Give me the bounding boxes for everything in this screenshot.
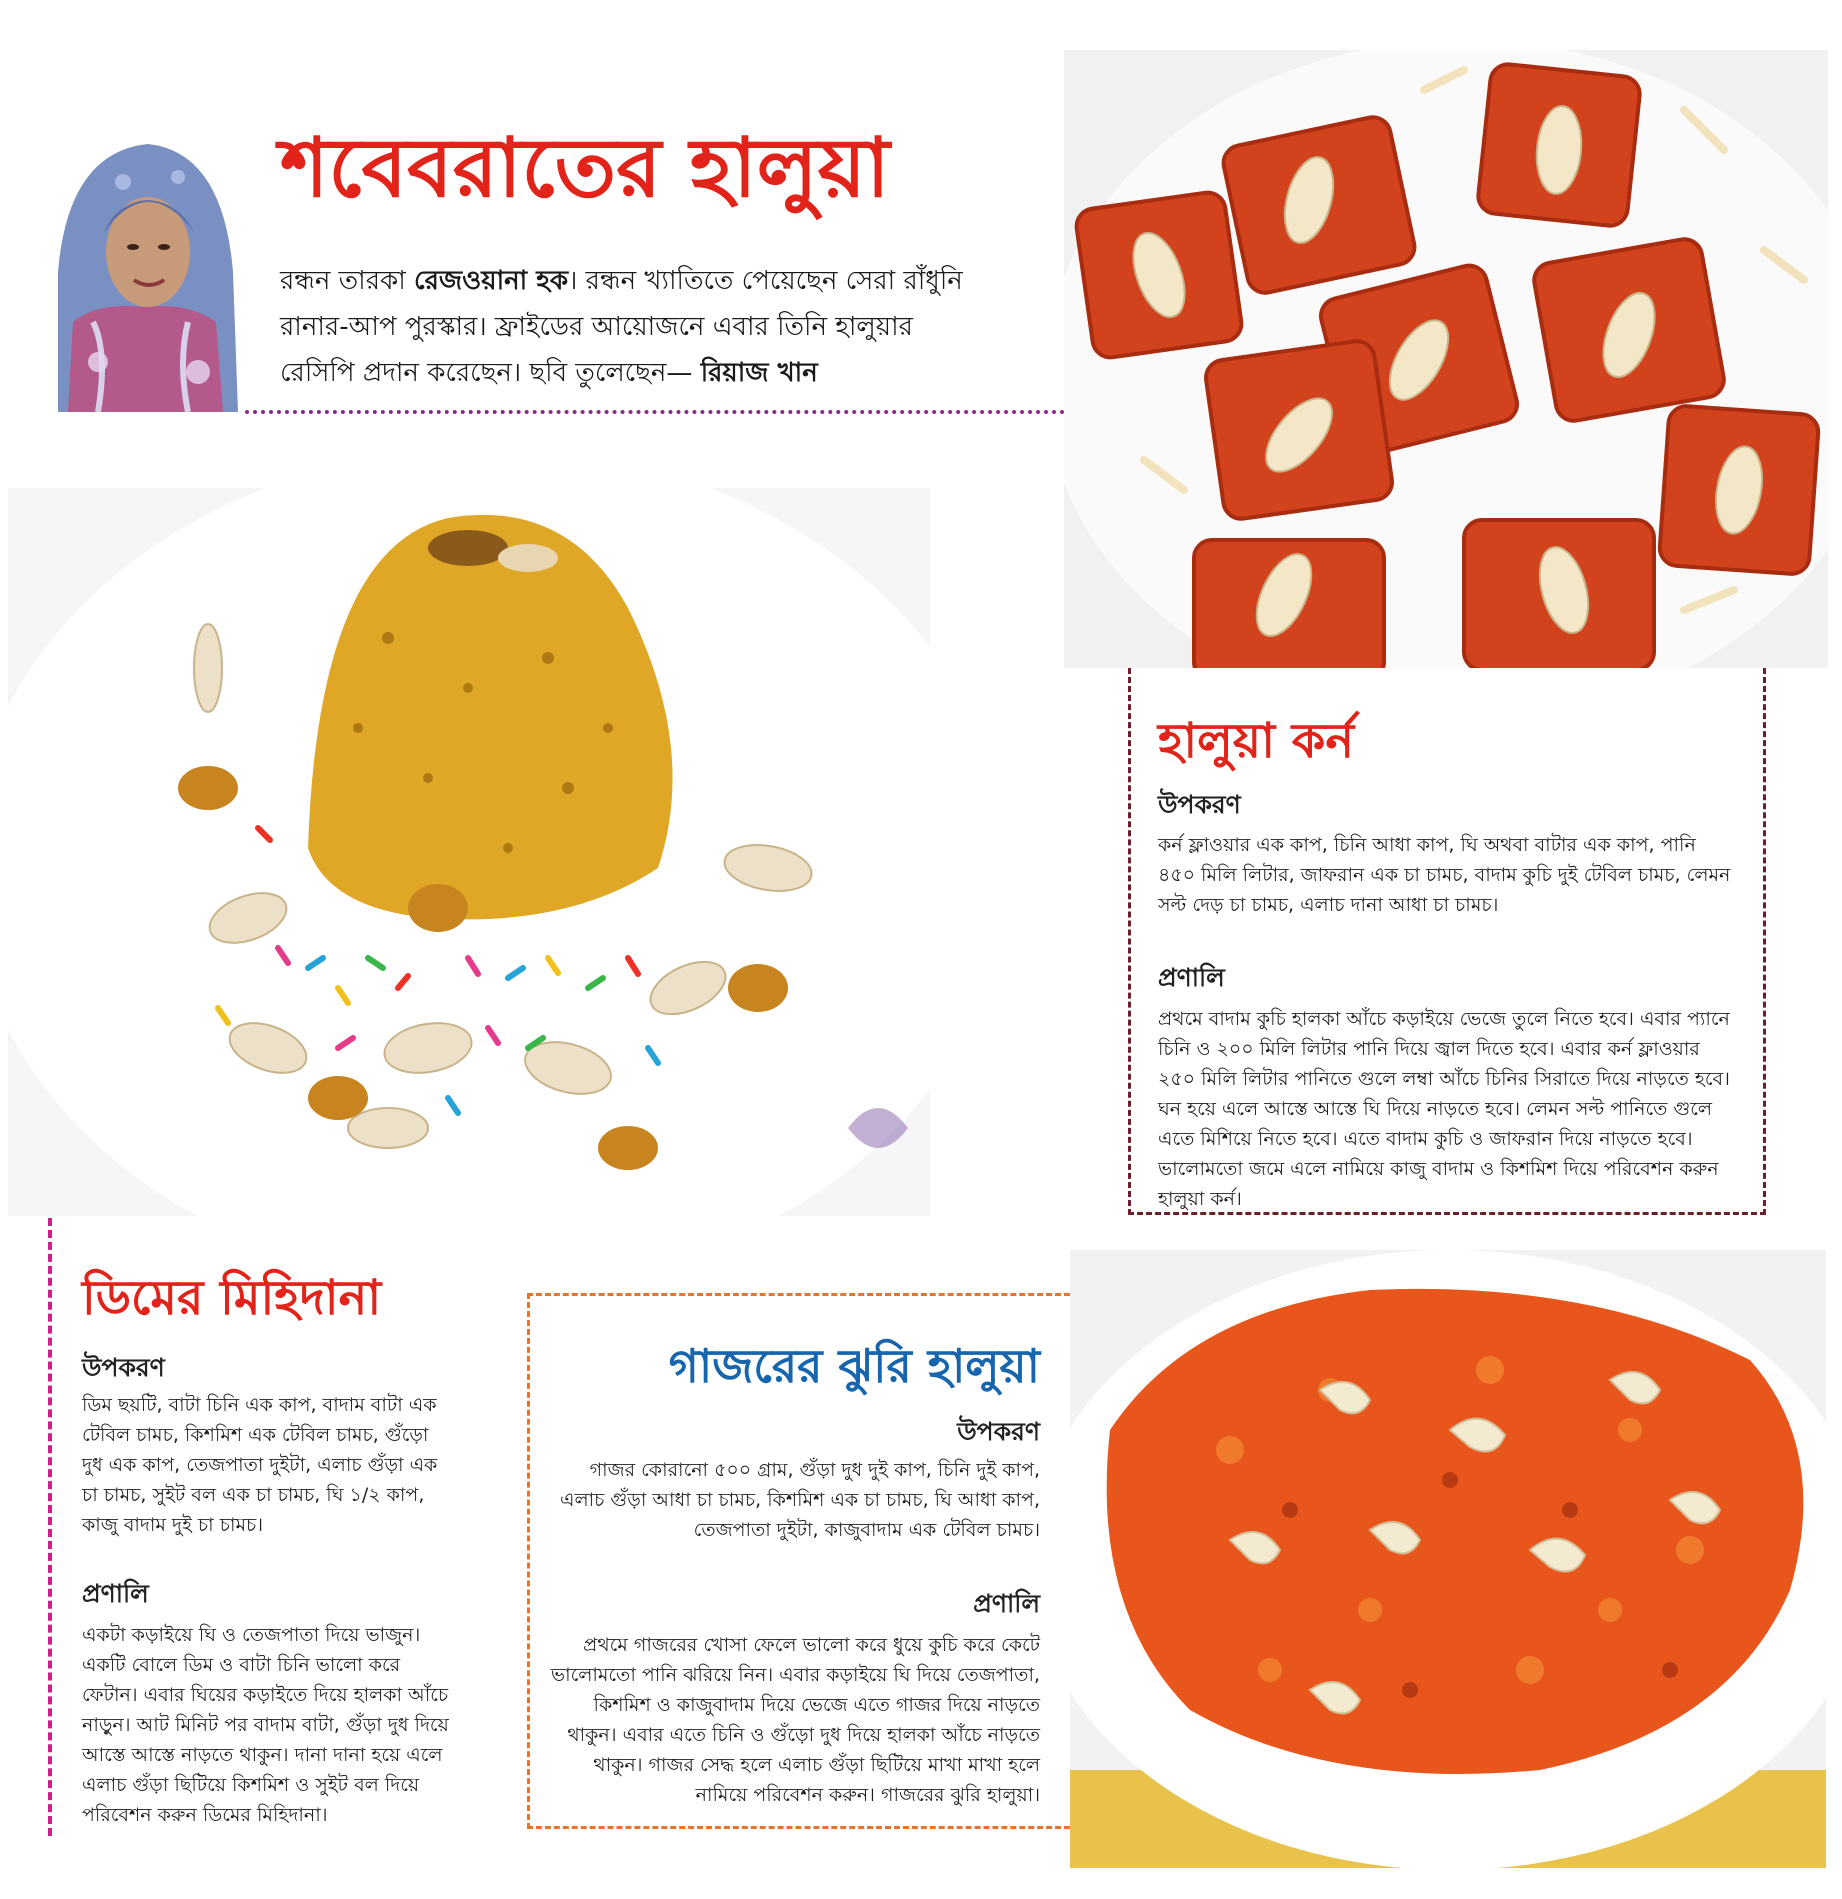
- egg-recipe-title: ডিমের মিহিদানা: [82, 1270, 382, 1326]
- corn-method-text: প্রথমে বাদাম কুচি হালকা আঁচে কড়াইয়ে ভেজে তুলে নিতে হবে। এবার প্যানে চিনি ও ২০০ মিলি লিটার পানি দিয়ে জ্বাল দিতে হবে। এবার কর্ন ফ্লাওয়ার ২৫০ মিলি লিটার পানিতে গুলে লম্বা আঁচে চিনির সিরাতে দিয়ে নাড়তে হবে। ঘন হয়ে এলে আস্তে আস্তে ঘি দিয়ে নাড়তে হবে। লেমন সল্ট পানিতে গুলে এতে মিশিয়ে নিতে হবে। এতে বাদাম কুচি ও জাফরান দিয়ে নাড়তে হবে। ভালোমতো জমে এলে নামিয়ে কাজু বাদাম ও কিশমিশ দিয়ে পরিবেশন করুন হালুয়া কর্ন।: [1158, 1008, 1730, 1210]
- egg-method-text: একটা কড়াইয়ে ঘি ও তেজপাতা দিয়ে ভাজুন। একটি বোলে ডিম ও বাটা চিনি ভালো করে ফেটান। এবার ঘিয়ের কড়াইতে দিয়ে হালকা আঁচে নাড়ুন। আট মিনিট পর বাদাম বাটা, গুঁড়া দুধ দিয়ে আস্তে আস্তে নাড়তে থাকুন। দানা দানা হয়ে এলে এলাচ গুঁড়া ছিটিয়ে কিশমিশ ও সুইট বল দিয়ে পরিবেশন করুন ডিমের মিহিদানা।: [82, 1624, 449, 1826]
- author-name: রেজওয়ানা হক: [414, 266, 569, 296]
- corn-recipe-title: হালুয়া কর্ন: [1158, 713, 1355, 769]
- egg-ingredients-text: ডিম ছয়টি, বাটা চিনি এক কাপ, বাদাম বাটা এক টেবিল চামচ, কিশমিশ এক টেবিল চামচ, গুঁড়ো দুধ এক কাপ, তেজপাতা দুইটা, এলাচ গুঁড়া এক চা চামচ, সুইট বল এক চা চামচ, ঘি ১/২ কাপ, কাজু বাদাম দুই চা চামচ।: [82, 1394, 438, 1536]
- egg-ingredients-heading: উপকরণ: [82, 1353, 165, 1382]
- carrot-halwa-photo: [1070, 1250, 1826, 1868]
- author-portrait: [38, 122, 246, 412]
- header-divider: [245, 410, 1065, 414]
- egg-recipe-border: [48, 1218, 52, 1836]
- egg-method-heading: প্রণালি: [82, 1579, 149, 1608]
- photographer-name: রিয়াজ খান: [700, 358, 818, 388]
- intro-part-2: । রন্ধন খ্যাতিতে পেয়েছেন সেরা রাঁধুনি রানার-আপ পুরস্কার। ফ্রাইডের আয়োজনে এবার তিনি হালুয়ার রেসিপি প্রদান করেছেন। ছবি তুলেছেন—: [280, 266, 963, 388]
- corn-method-heading: প্রণালি: [1158, 963, 1225, 992]
- intro-part-1: রন্ধন তারকা: [280, 266, 415, 296]
- carrot-ingredients-text: গাজর কোরানো ৫০০ গ্রাম, গুঁড়া দুধ দুই কাপ, চিনি দুই কাপ, এলাচ গুঁড়া আধা চা চামচ, কিশমিশ এক চা চামচ, ঘি আধা কাপ, তেজপাতা দুইটা, কাজুবাদাম এক টেবিল চামচ।: [560, 1459, 1040, 1541]
- corn-halwa-photo: [1064, 50, 1828, 668]
- egg-mihidana-photo: [8, 488, 930, 1216]
- intro-text: [280, 258, 980, 396]
- carrot-method-text: প্রথমে গাজরের খোসা ফেলে ভালো করে ধুয়ে কুচি করে কেটে ভালোমতো পানি ঝরিয়ে নিন। এবার কড়াইয়ে ঘি দিয়ে তেজপাতা, কিশমিশ ও কাজুবাদাম দিয়ে ভেজে এতে গাজর দিয়ে নাড়তে থাকুন। এবার এতে চিনি ও গুঁড়ো দুধ দিয়ে হালকা আঁচে নাড়তে থাকুন। গাজর সেদ্ধ হলে এলাচ গুঁড়া ছিটিয়ে মাখা মাখা হলে নামিয়ে পরিবেশন করুন। গাজরের ঝুরি হালুয়া।: [550, 1634, 1040, 1806]
- corn-ingredients-heading: উপকরণ: [1158, 790, 1241, 819]
- carrot-ingredients-heading: উপকরণ: [957, 1417, 1040, 1446]
- carrot-recipe-title: গাজরের ঝুরি হালুয়া: [668, 1339, 1040, 1393]
- page-title: শবেবরাতের হালুয়া: [280, 120, 890, 216]
- carrot-method-heading: প্রণালি: [973, 1589, 1040, 1618]
- corn-ingredients-text: কর্ন ফ্লাওয়ার এক কাপ, চিনি আধা কাপ, ঘি অথবা বাটার এক কাপ, পানি ৪৫০ মিলি লিটার, জাফরান এক চা চামচ, বাদাম কুচি দুই টেবিল চামচ, লেমন সল্ট দেড় চা চামচ, এলাচ দানা আধা চা চামচ।: [1158, 834, 1731, 916]
